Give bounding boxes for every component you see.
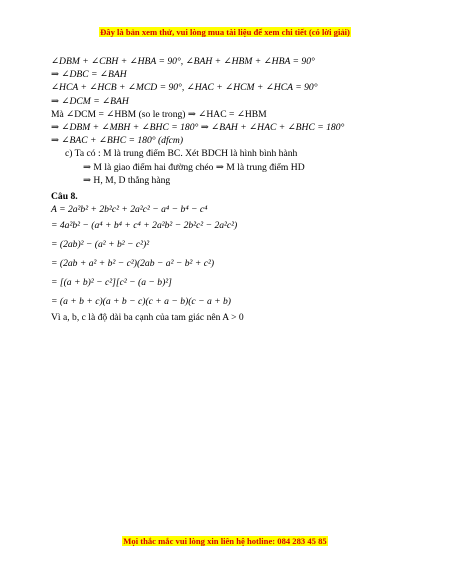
angle-conclusion-line: ⇒ ∠DBC = ∠BAH [51, 69, 127, 81]
preview-notice-text: Đây là bản xem thử, vui lòng mua tài liệu để xem chi tiết (có lời giải) [100, 27, 350, 37]
expression-line: A = 2a²b² + 2b²c² + 2a²c² − a⁴ − b⁴ − c⁴ [51, 204, 208, 216]
expression-step: = [(a + b)² − c²][c² − (a − b)²] [51, 277, 172, 289]
expression-step: = (2ab)² − (a² + b² − c²)² [51, 239, 150, 251]
expression-step: = (2ab + a² + b² − c²)(2ab − a² − b² + c²) [51, 258, 215, 270]
expression-step: = 4a²b² − (a⁴ + b⁴ + c⁴ + 2a²b² − 2b²c² − 2a²c²) [51, 220, 238, 232]
final-angle-line: ⇒ ∠BAC + ∠BHC = 180° (dfcm) [51, 135, 184, 147]
document-body [51, 55, 411, 325]
part-c-collinear-line: ⇒ H, M, D thẳng hàng [83, 174, 171, 186]
part-c-line: c) Ta có : M là trung điểm BC. Xét BDCH là hình bình hành [65, 148, 298, 160]
alternate-angles-line: Mà ∠DCM = ∠HBM (so le trong) ⇒ ∠HAC = ∠HBM [51, 108, 267, 120]
section-title: Câu 8. [51, 191, 78, 203]
hotline-text: Mọi thắc mắc vui lòng xin liên hệ hotline: 084 283 45 85 [123, 536, 327, 546]
conclusion-line: Vì a, b, c là độ dài ba cạnh của tam giác nên A > 0 [51, 312, 244, 324]
angle-equation-line: ∠HCA + ∠HCB + ∠MCD = 90°, ∠HAC + ∠HCM + ∠HCA = 90° [51, 82, 318, 94]
part-c-midpoint-line: ⇒ M là giao điểm hai đường chéo ⇒ M là trung điểm HD [83, 161, 305, 173]
hotline-footer-banner [0, 536, 450, 546]
expression-step: = (a + b + c)(a + b − c)(c + a − b)(c − a + b) [51, 296, 232, 308]
angle-sum-line: ⇒ ∠DBM + ∠MBH + ∠BHC = 180° ⇒ ∠BAH + ∠HAC + ∠BHC = 180° [51, 122, 345, 134]
angle-equation-line: ∠DBM + ∠CBH + ∠HBA = 90°, ∠BAH + ∠HBM + ∠HBA = 90° [51, 56, 315, 67]
angle-conclusion-line: ⇒ ∠DCM = ∠BAH [51, 95, 129, 107]
preview-notice-banner [0, 27, 450, 37]
